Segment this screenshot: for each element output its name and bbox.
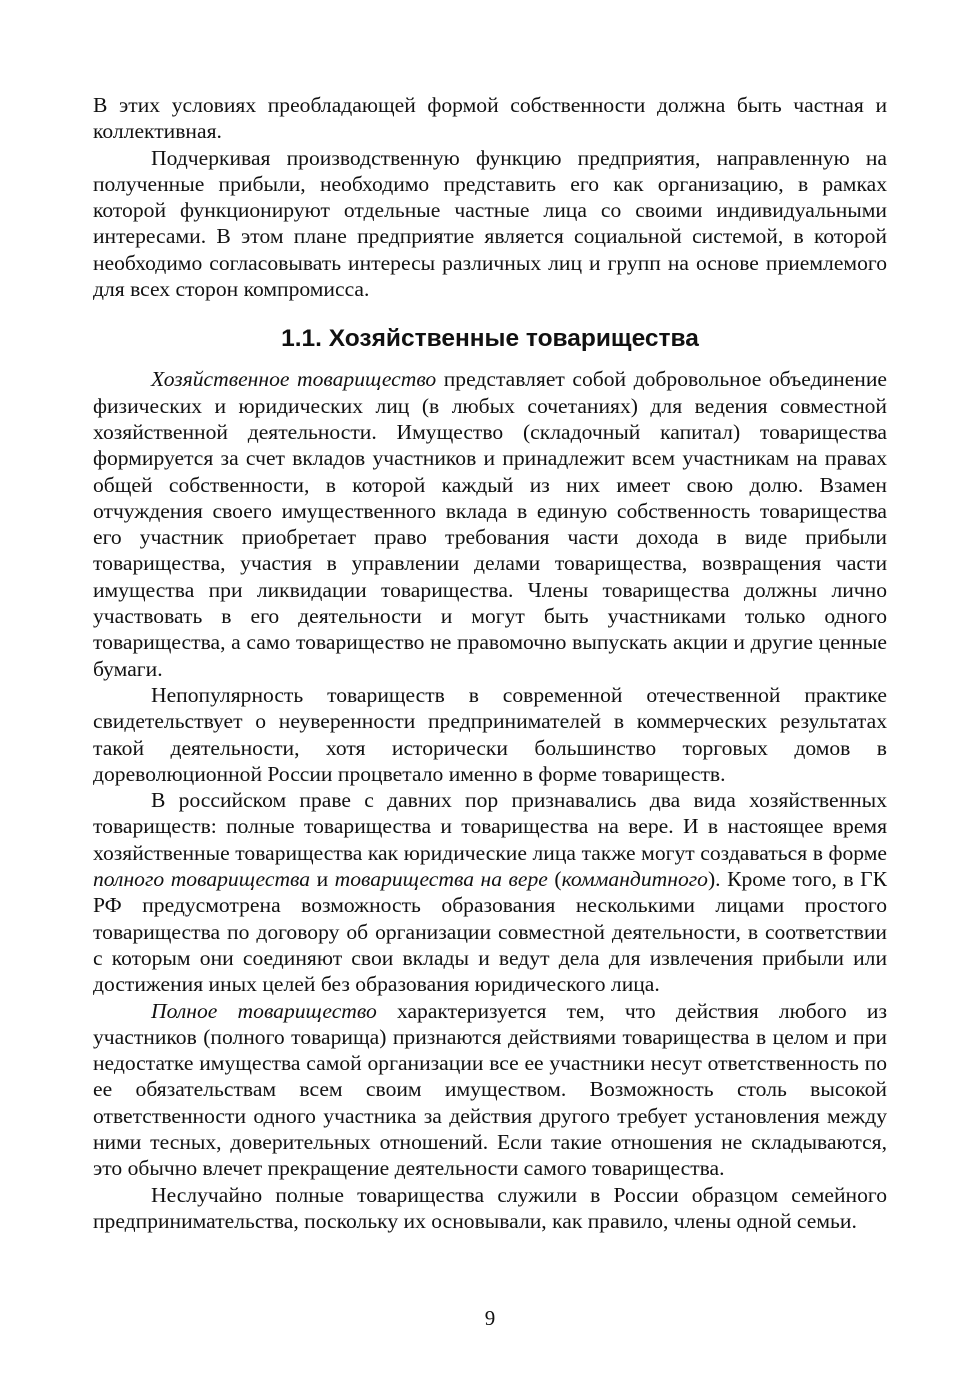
paragraph-7: Неслучайно полные товарищества служили в России образцом семейного предпринимательства, поскольку их основывали, как правило, члены одной семьи. xyxy=(93,1182,887,1233)
section-title: 1.1. Хозяйственные товарищества xyxy=(281,325,699,353)
term-full-partnership-def: Полное товарищество xyxy=(151,998,377,1023)
paragraph-1: В этих условиях преобладающей формой собственности должна быть частная и коллективная. xyxy=(93,93,887,144)
term-economic-partnership: Хозяйственное товарищество xyxy=(151,367,437,392)
paragraph-6-text: характеризуется тем, что действия любого из участников (полного товарища) признаются действиями товарищества в целом и при недостатке имущества самой организации все ее участники несут ответственность по ее обязательствам всем своим имуществом. Возможность столь высокой ответственности одного участника за действия другого требует установления между ними тесных, доверительных отношений. Если такие отношения не складываются, это обычно влечет прекращение деятельности самого товарищества. xyxy=(93,998,887,1181)
term-full-partnership: полного товарищества xyxy=(93,867,311,892)
paragraph-6 xyxy=(93,998,887,1182)
term-commandite: коммандитного xyxy=(561,867,708,892)
document-page xyxy=(93,92,887,1234)
paragraph-5-text-a: В российском праве с давних пор признавались два вида хозяйственных товариществ: полные товарищества и товарищества на вере. И в настоящее время хозяйственные товарищества как юридические лица также могут создаваться в форме xyxy=(93,788,887,865)
paragraph-5-text-b: и xyxy=(310,867,335,892)
paragraph-3 xyxy=(93,366,887,682)
page-number: 9 xyxy=(484,1306,496,1330)
paragraph-5 xyxy=(93,787,887,997)
paragraph-5-text-c: ( xyxy=(547,867,562,892)
paragraph-5-text-d: ). Кроме того, в ГК РФ предусмотрена возможность образования несколькими лицами простого товарищества по договору об организации совместной деятельности, в соответствии с которым они соединяют свои вклады и ведут дела для извлечения прибыли или достижения иных целей без образования юридического лица. xyxy=(93,867,888,997)
paragraph-3-text: представляет собой добровольное объединение физических и юридических лиц (в любых сочетаниях) для ведения совместной хозяйственной деятельности. Имущество (складочный капитал) товарищества формируется за счет вкладов участников и принадлежит всем участникам на правах общей собственности, в которой каждый из них имеет свою долю. Взамен отчуждения своего имущественного вклада в единую собственность товарищества его участник приобретает право требования части дохода в виде прибыли товарищества, участия в управлении делами товарищества, возвращения части имущества при ликвидации товарищества. Члены товарищества должны лично участвовать в его деятельности и могут быть участниками только одного товарищества, а само товарищество не правомочно выпускать акции и другие ценные бумаги. xyxy=(93,367,887,681)
term-limited-partnership: товарищества на вере xyxy=(334,867,548,892)
paragraph-4: Непопулярность товариществ в современной отечественной практике свидетельствует о неуверенности предпринимателей в коммерческих результатах такой деятельности, хотя исторически большинство торговых домов в дореволюционной России процветало именно в форме товариществ. xyxy=(93,682,887,786)
paragraph-2: Подчеркивая производственную функцию предприятия, направленную на полученные прибыли, необходимо представить его как организацию, в рамках которой функционируют отдельные частные лица со своими индивидуальными интересами. В этом плане предприятие является социальной системой, в которой необходимо согласовывать интересы различных лиц и групп на основе приемлемого для всех сторон компромисса. xyxy=(93,145,887,302)
